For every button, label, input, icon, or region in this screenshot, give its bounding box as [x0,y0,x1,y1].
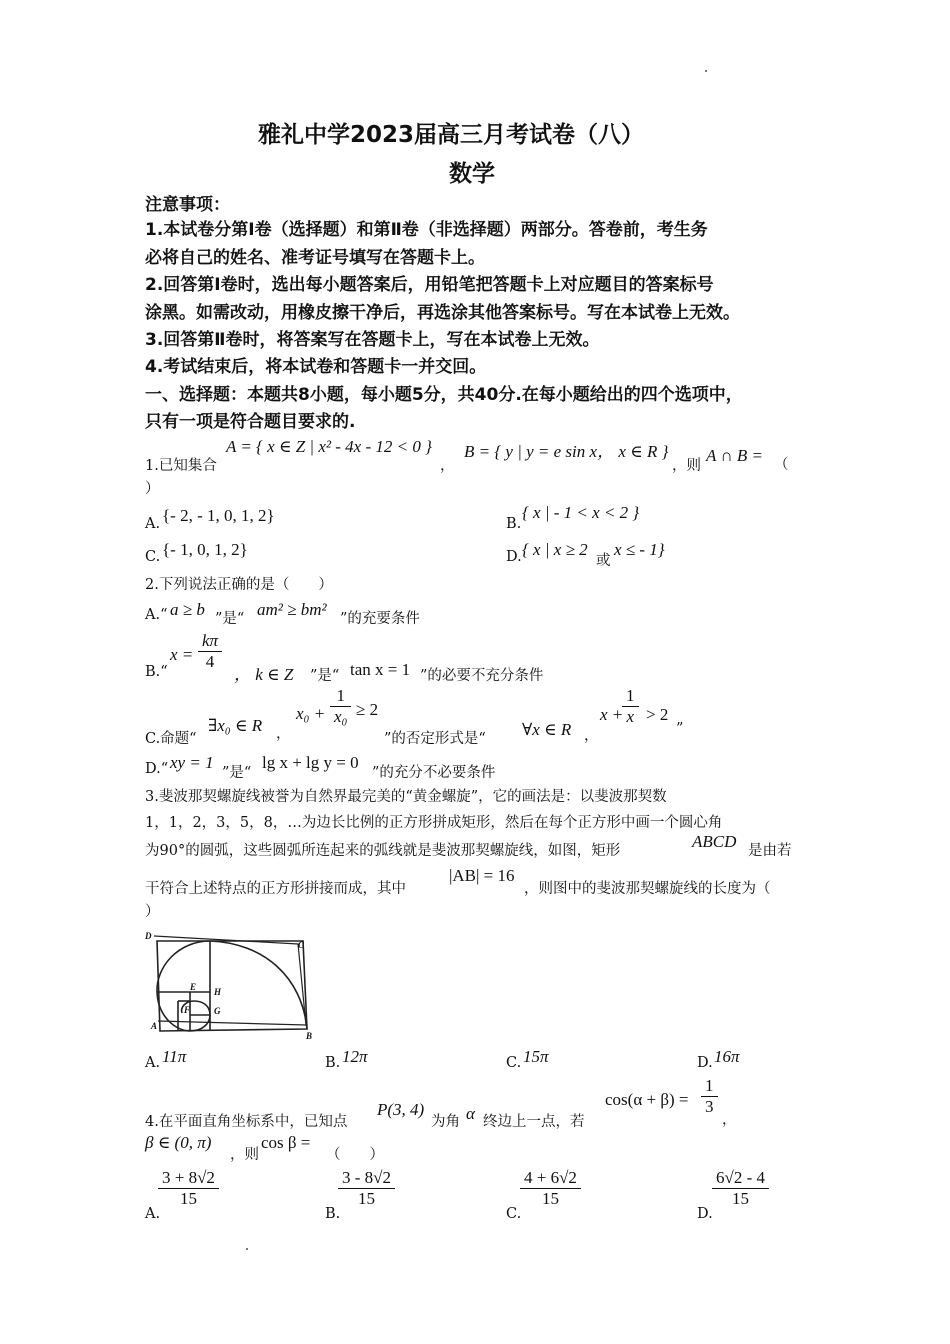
q4-option-b-den: 15 [358,1189,375,1208]
q1-option-d-label: D. [506,549,522,565]
q2-option-c-comma: ， [276,726,291,742]
q1-option-b: { x | - 1 < x < 2 } [522,503,640,522]
q2-option-b-frac [198,631,222,672]
q2-option-c-comma2: ， [584,728,599,744]
q4-option-d-frac [712,1168,769,1209]
figure-label-a: A [151,1021,158,1031]
q3-line: ，则图中的斐波那契螺旋线的长度为（ [524,881,771,897]
q2-option-d-m2: lg x + lg y = 0 [262,753,359,772]
q3-option-a: 11π [162,1047,187,1066]
q4-option-c-frac [520,1168,581,1209]
q2-option-a-label: A.“ [145,607,168,623]
q2-option-c-den: x₀ [334,707,348,726]
q2-option-b-t1: ”是“ [310,668,340,684]
figure-label-d: D [145,931,152,941]
spiral-arc [157,941,210,992]
figure-label-c: C [298,940,305,950]
notice-line: 4.考试结束后，将本试卷和答题卡一并交回。 [145,357,487,377]
q2-option-a-t1: ”是“ [215,611,245,627]
q4-alpha: α [466,1104,475,1123]
section-heading: 只有一项是符合题目要求的. [145,412,356,432]
notice-line: 1.本试卷分第Ⅰ卷（选择题）和第Ⅱ卷（非选择题）两部分。答卷前，考生务 [145,220,708,240]
q1-option-d-or: 或 [596,553,611,569]
spiral-arc [190,1015,210,1031]
q3-option-a-label: A. [145,1055,161,1071]
q4-beta-range: β ∈ (0, π) [145,1133,212,1152]
q2-option-c-end: ” [676,721,684,737]
q1-option-c: {- 1, 0, 1, 2} [162,540,248,559]
q1-option-a: {- 2, - 1, 0, 1, 2} [162,506,275,525]
q4-option-c-num: 4 + 6√2 [520,1168,581,1189]
spiral-arc [194,1001,210,1015]
q3-line: 3.斐波那契螺旋线被誉为自然界最完美的“黄金螺旋”，它的画法是：以斐波那契数 [145,789,667,805]
spiral-arc [210,941,307,1029]
q1-option-b-label: B. [506,516,522,532]
q2-option-b-den: 4 [205,652,215,671]
q4-option-d-label: D. [697,1206,713,1222]
notice-line: 必将自己的姓名、准考证号填写在答题卡上。 [145,248,485,268]
q3-option-d-label: D. [697,1055,713,1071]
q4-option-d-den: 15 [732,1189,749,1208]
q3-ab-length: |AB| = 16 [449,866,515,885]
q1-then: ，则 [672,458,701,474]
q2-option-c-num2: 1 [622,686,639,707]
q4-cos-num: 1 [701,1076,718,1097]
q2-option-d-t1: ”是“ [222,765,252,781]
rectangle-inner [154,936,306,1025]
q4-then: ，则 [230,1147,259,1163]
q2-option-c-ge: ≥ 2 [356,700,379,719]
rectangle-abcd [157,941,307,1031]
q1-paren-open: （ [774,457,789,473]
q2-option-c-t1: ”的否定形式是“ [384,731,486,747]
figure-label-g: G [214,1006,221,1016]
q1-option-c-label: C. [145,549,161,565]
q4-paren: （ ） [326,1147,384,1163]
q3-option-b-label: B. [325,1055,341,1071]
q4-stem-c: 终边上一点，若 [483,1114,585,1130]
q4-cos-beta: cos β = [261,1133,311,1152]
q4-cos-frac [701,1076,718,1117]
q4-cos-expr: cos(α + β) = [605,1090,689,1109]
figure-label-h: H [214,987,222,997]
notice-line: 3.回答第Ⅱ卷时，将答案写在答题卡上，写在本试卷上无效。 [145,330,600,350]
subject-title: 数学 [449,161,495,187]
q2-option-c-m2: ∀x ∈ R [522,720,572,739]
notice-line: 涂黑。如需改动，用橡皮擦干净后，再选涂其他答案标号。写在本试卷上无效。 [145,303,740,323]
q1-stem: 1.已知集合 [145,458,217,474]
q4-point: P(3, 4) [377,1100,425,1119]
q2-option-a-m2: am² ≥ bm² [257,600,327,619]
q4-option-a-num: 3 + 8√2 [158,1168,219,1189]
q3-abcd: ABCD [692,832,737,851]
scan-dot [705,70,707,72]
q2-option-b-k: ， k ∈ Z [234,665,294,684]
q1-set-a: A = { x ∈ Z | x² - 4x - 12 < 0 } [226,437,432,456]
figure-label-e: E [190,982,197,992]
q2-option-c-frac2 [622,686,639,727]
q1-option-d-b: x ≤ - 1} [614,540,665,559]
q4-stem: 4.在平面直角坐标系中，已知点 [145,1114,348,1130]
q4-option-d-num: 6√2 - 4 [712,1168,769,1189]
q3-line: 是由若 [748,843,792,859]
notice-line: 2.回答第Ⅰ卷时，选出每小题答案后，用铅笔把答题卡上对应题目的答案标号 [145,275,714,295]
q1-option-a-label: A. [145,516,161,532]
q2-option-d-t2: ”的充分不必要条件 [372,765,496,781]
q3-line: 1，1，2，3，5，8，…为边长比例的正方形拼成矩形，然后在每个正方形中画一个圆心角 [145,815,723,831]
q4-comma: ， [722,1112,737,1128]
q4-option-a-den: 15 [179,1189,197,1208]
q2-option-c-m1: ∃x₀ ∈ R [208,716,263,735]
q1-paren-close: ） [145,481,160,497]
q4-option-b-label: B. [325,1206,341,1222]
q2-stem: 2.下列说法正确的是（ ） [145,577,333,593]
q2-option-a-t2: ”的充要条件 [340,611,420,627]
q4-cos-den: 3 [705,1097,714,1116]
q2-option-c-den2: x [626,707,635,726]
q2-option-c-gt: > 2 [646,705,669,724]
scan-dot [246,1248,248,1250]
fibonacci-spiral-figure [144,929,324,1041]
q4-option-c-label: C. [506,1206,522,1222]
q4-stem-b: 为角 [431,1114,460,1130]
notice-heading: 注意事项： [145,195,230,215]
figure-label-b: B [306,1031,313,1041]
q2-option-a-m1: a ≥ b [170,600,205,619]
q3-line: 干符合上述特点的正方形拼接而成，其中 [145,881,406,897]
q4-option-b-frac [338,1168,395,1209]
q2-option-d-m1: xy = 1 [170,753,214,772]
q2-option-b-t2: ”的必要不充分条件 [420,668,544,684]
q3-option-c: 15π [523,1047,549,1066]
q4-option-a-frac [158,1168,219,1209]
q2-option-c-x0: x₀ + [296,704,326,723]
section-heading: 一、选择题：本题共8小题，每小题5分，共40分.在每小题给出的四个选项中， [145,385,743,405]
q2-option-b-label: B.“ [145,664,168,680]
q3-option-c-label: C. [506,1055,522,1071]
q2-option-d-label: D.“ [145,761,169,777]
q1-expr: A ∩ B = [706,446,763,465]
q1-comma: ， [440,458,455,474]
q3-option-b: 12π [342,1047,368,1066]
q2-option-c-label: C.命题“ [145,731,197,747]
q3-line: 为90°的圆弧，这些圆弧所连起来的弧线就是斐波那契螺旋线，如图，矩形 [145,843,621,859]
q2-option-c-frac [330,686,351,727]
q2-option-c-num: 1 [330,686,351,707]
q1-set-b: B = { y | y = e sin x， x ∈ R } [464,442,669,461]
q4-option-b-num: 3 - 8√2 [338,1168,395,1189]
q2-option-b-m2: tan x = 1 [350,660,411,679]
q3-option-d: 16π [714,1047,740,1066]
q2-option-b-num: kπ [198,631,222,652]
q2-option-b-x: x = [170,645,194,664]
figure-label-f: F [184,1005,191,1015]
q2-option-c-x: x + [600,705,624,724]
q4-option-c-den: 15 [541,1189,559,1208]
exam-title: 雅礼中学2023届高三月考试卷（八） [258,122,645,148]
q4-option-a-label: A. [145,1206,161,1222]
q1-option-d: { x | x ≥ 2 [522,540,588,559]
q3-line: ） [145,904,160,920]
